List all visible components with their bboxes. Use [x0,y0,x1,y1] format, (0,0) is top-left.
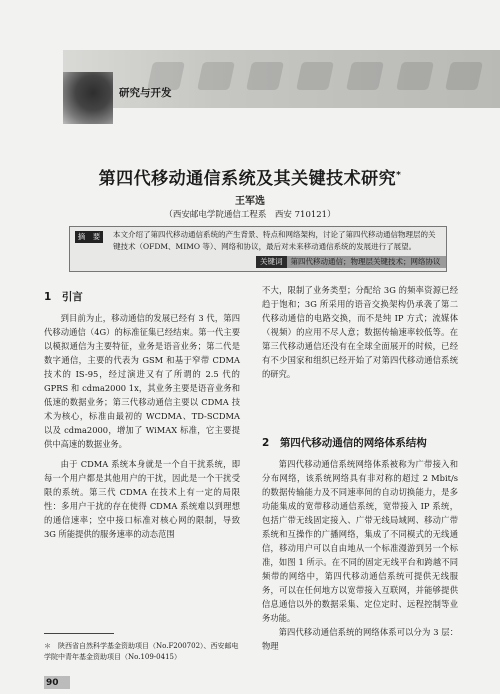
paragraph: 第四代移动通信系统网络体系被称为广带接入和分布网络，该系统网络具有非对称的超过 2 Mbit/s 的数据传输能力及不同速率间的自动切换能力，是多功能集成的宽带移动通信系统，宽带接入 IP 系统，包括广带无线固定接入、广带无线局域网、移动广带系统和互操作的广播网络，集成了不同模式的无线通信，移动用户可以自由地从一个标准漫游到另一个标准，如图 1 所示。在不同的固定无线平台和跨越不同频带的网络中，第四代移动通信系统可提供无线服务，可以在任何地方以宽带接入互联网，并能够提供信息通信以外的数据采集、定位定时、远程控制等业务功能。 [262,459,458,623]
footnote: ＊ 陕西省自然科学基金资助项目（No.F200702）、西安邮电学院中青年基金资助项目（No.109-0415） [44,642,239,661]
keywords-label: 关键词 [256,256,287,268]
title-text: 第四代移动通信系统及其关键技术研究 [98,169,397,189]
paper-title [0,164,500,189]
section-1-number: 1 [44,291,52,303]
section-photo [63,72,113,124]
paragraph: 由于 CDMA 系统本身就是一个自干扰系统，即每一个用户都是其他用户的干扰，因此是一个干扰受限的系统。第三代 CDMA 在技术上有一定的局限性：多用户干扰的存在使得 CDMA 系统难以到理想的通信速率；空中接口标准对核心网的限制，导致 3G 所能提供的服务速率的动态范围 [44,459,240,539]
keywords-bar [256,256,446,268]
section-2-heading [262,435,427,450]
banner-decoration [150,58,480,94]
author: 王军选 [235,196,265,207]
paragraph: 第四代移动通信系统的网络体系可以分为 3 层：物理 [262,627,458,651]
right-column-top [262,283,458,381]
section-2-number: 2 [262,437,270,449]
left-column [44,311,240,541]
section-label: 研究与开发 [119,87,172,99]
section-1-title: 引言 [61,291,83,303]
page-number: 90 [46,678,59,688]
abstract-text: 本文介绍了第四代移动通信系统的产生背景、特点和网络架构，讨论了第四代移动通信物理层的关键技术（OFDM、MIMO 等）、网络和协议，最后对未来移动通信系统的发展进行了展望。 [113,230,436,251]
keywords-text: 第四代移动通信；物理层关键技术；网络协议 [287,256,447,268]
affiliation: （西安邮电学院通信工程系 西安 710121） [164,210,336,220]
title-footnote-mark: * [396,170,402,181]
section-1-heading [44,289,83,304]
footnote-rule [44,633,114,634]
right-column-bottom [262,457,458,653]
paragraph: 到目前为止，移动通信的发展已经有 3 代，第四代移动通信（4G）的标准征集已经结束。第一代主要以模拟通信为主要特征，业务是语音业务；第二代是数字通信，主要的代表为 GSM 和基于窄带 CDMA 技术的 IS-95，经过演进又有了所谓的 2.5 代的 GPRS 和 cdma2000 1x，其业务主要是语音业务和低速的数据业务；第三代移动通信主要以 CDMA 技术为核心，标准由最初的 WCDMA、TD-SCDMA 以及 cdma2000，增加了 WiMAX 标准，它主要提供中高速的数据业务。 [44,313,240,449]
paragraph: 不大，限制了业务类型；分配给 3G 的频率资源已经趋于饱和；3G 所采用的语音交换架构仍承袭了第二代移动通信的电路交换，而不是纯 IP 方式；流媒体（视频）的应用不尽人意；数据传输速率较低等。在第三代移动通信还没有在全球全面展开的时候，已经有不少国家和组织已经开始了对第四代移动通信系统的研究。 [262,285,458,379]
section-2-title: 第四代移动通信的网络体系结构 [279,437,427,449]
abstract-tag: 摘 要 [75,231,103,243]
